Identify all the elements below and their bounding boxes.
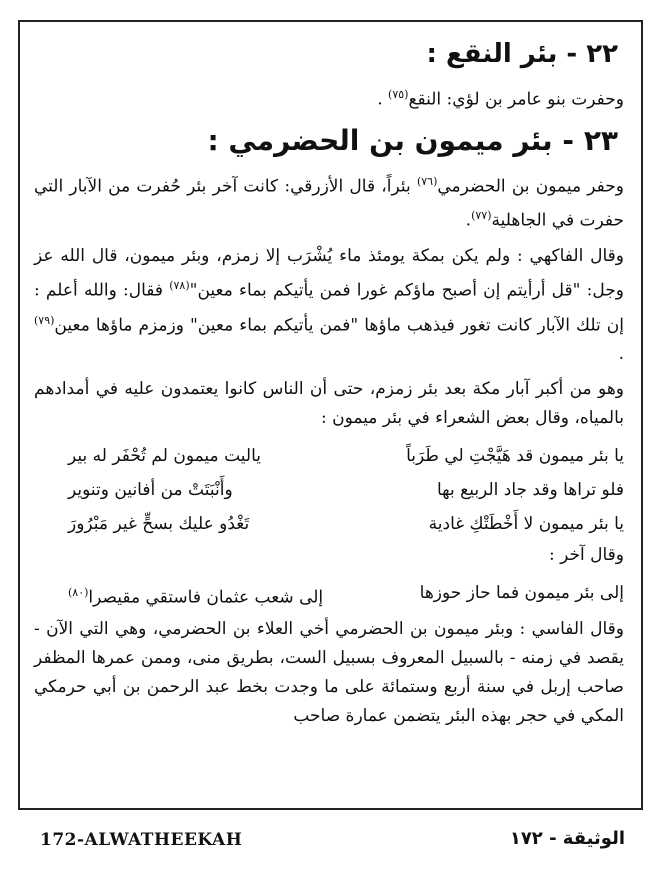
paragraph-5: وقال الفاسي : وبئر ميمون بن الحضرمي أخي العلاء بن الحضرمي، وهي التي الآن - يقصد في زمنه - بالسبيل المعروف بسبيل الست، بطريق منى، وممن عمرها المظفر صاحب إربل في سنة أربع وستمائة على ما وجدت بخط عبد الرحمن بن أبي حرمكي المكي في حجر بهذه البئر يتضمن عمارة صاحب [34,618,624,726]
section-22-heading: ٢٢ - بئر النقع : [426,39,618,69]
paragraph-1 [34,167,632,236]
footnote-ref: (٧٧) [471,209,492,223]
footnote-ref: (٧٨) [169,278,190,292]
verse-first-half: إلى بئر ميمون فما حاز حوزها [419,583,624,604]
verse-second-half [68,576,323,615]
section-22-end: . [377,89,389,110]
verse-second-half: ياليت ميمون لم تُحْفَر له بير [68,446,261,467]
verse-first-half: يا بئر ميمون لا أَخْطَتْكِ غادية [428,514,624,535]
paragraph-4: وقال آخر : [548,545,624,566]
verse-first-half: يا بئر ميمون قد هَيَّجْتِ لي طَرَباً [406,446,624,467]
paragraph-2 [34,242,632,369]
verse-text: إلى شعب عثمان فاستقي مقيصرا [88,587,324,608]
footer-page-label-arabic: الوثيقة - ١٧٢ [509,828,625,849]
paragraph-3: وهو من أكبر آبار مكة بعد بئر زمزم، حتى أن الناس كانوا يعتمدون عليه في أمدادهم بالمياه، وقال بعض الشعراء في بئر ميمون : [34,379,624,429]
poem-verse [28,439,638,473]
section-23-heading: ٢٣ - بئر ميمون بن الحضرمي : [207,123,618,157]
section-22-text: وحفرت بنو عامر بن لؤي: النقع [408,89,624,110]
poem-verse-2 [28,576,638,615]
p1-end: . [465,210,472,231]
p2-text-a: وقال الفاكهي : ولم يكن بمكة يومئذ ماء يُشْرَب إلا زمزم، وبئر ميمون، قال الله عز وجل: "قل أرأيتم إن أصبح ماؤكم غورا فمن يأتيكم بماء معين" [34,245,624,301]
verse-second-half: تَغْدُو عليك بسحٍّ غير مَبْرُورَ [68,514,250,535]
footnote-ref: (٧٦) [416,174,438,188]
p2-end: . [618,344,624,365]
page-footer [0,822,665,862]
footnote-ref: (٧٥) [388,88,409,101]
p1-text-a: وحفر ميمون بن الحضرمي [437,176,624,197]
p2-text-b: فقال: والله أعلم : إن تلك الآبار كانت تغور فيذهب ماؤها "فمن يأتيكم بماء معين" وزمزم ماؤها معين [34,280,624,336]
poem-verse [28,473,638,507]
page-content [28,28,638,737]
footnote-ref: (٨٠) [68,586,89,600]
footer-page-label-latin: 172-ALWATHEEKAH [40,830,243,850]
footnote-ref: (٧٩) [34,313,55,327]
verse-first-half: فلو تراها وقد جاد الربيع بها [437,480,624,501]
section-22-paragraph [34,80,632,115]
p1-text-b: بئراً، قال الأزرقي: كانت آخر بئر حُفرت من الآبار التي حفرت في الجاهلية [34,176,624,231]
verse-second-half: وأَنْبَتَتْ من أفانين وتنوير [68,480,233,501]
poem-verse [28,507,638,541]
